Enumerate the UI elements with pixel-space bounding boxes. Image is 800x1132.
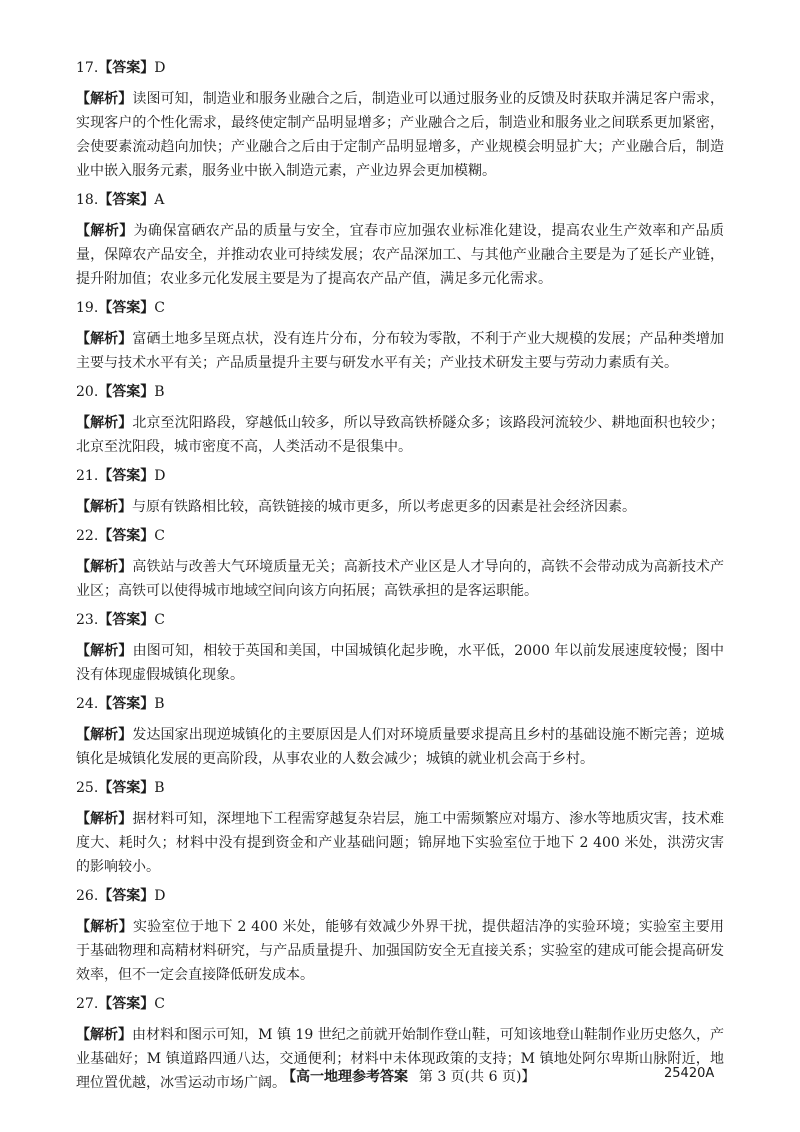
analysis-paragraph xyxy=(76,411,724,459)
answer-item xyxy=(76,190,724,291)
question-number: 22. xyxy=(76,528,99,544)
question-number: 26. xyxy=(76,888,99,904)
analysis-text: 富硒土地多呈斑点状，没有连片分布，分布较为零散，不利于产业大规模的发展；产品种类增加主要与技术水平有关；产品质量提升主要与研发水平有关；产业技术研发主要与劳动力素质有关。 xyxy=(76,331,725,371)
analysis-paragraph xyxy=(76,639,724,687)
answer-list xyxy=(76,58,724,1102)
answer-tag: 【答案】 xyxy=(98,888,155,904)
answer-line xyxy=(76,886,724,906)
analysis-tag: 【解析】 xyxy=(76,643,133,659)
answer-line xyxy=(76,694,724,714)
analysis-text: 高铁站与改善大气环境质量无关；高新技术产业区是人才导向的，高铁不会带动成为高新技术产业区；高铁可以使得城市地域空间向该方向拓展；高铁承担的是客运职能。 xyxy=(76,559,725,599)
analysis-text: 北京至沈阳路段，穿越低山较多，所以导致高铁桥隧众多；该路段河流较少、耕地面积也较少；北京至沈阳段，城市密度不高，人类活动不是很集中。 xyxy=(76,415,725,455)
answer-tag: 【答案】 xyxy=(98,468,155,484)
analysis-tag: 【解析】 xyxy=(76,91,133,107)
analysis-paragraph xyxy=(76,723,724,771)
analysis-paragraph xyxy=(76,87,724,183)
analysis-tag: 【解析】 xyxy=(76,811,133,827)
footer-page-number: 第 3 页(共 6 页)】 xyxy=(418,1069,536,1085)
question-number: 19. xyxy=(76,300,99,316)
analysis-paragraph xyxy=(76,495,724,519)
analysis-text: 为确保富硒农产品的质量与安全，宜春市应加强农业标准化建设，提高农业生产效率和产品质量，保障农产品安全，并推动农业可持续发展；农产品深加工、与其他产业融合主要是为了延长产业链，提升附加值；农业多元化发展主要是为了提高农产品产值，满足多元化需求。 xyxy=(76,223,725,287)
answer-letter: D xyxy=(154,468,166,484)
answer-item xyxy=(76,466,724,519)
analysis-tag: 【解析】 xyxy=(76,331,133,347)
answer-letter: B xyxy=(154,696,165,712)
answer-letter: D xyxy=(154,888,166,904)
answer-line xyxy=(76,298,724,318)
answer-line xyxy=(76,610,724,630)
answer-letter: C xyxy=(154,528,165,544)
answer-letter: C xyxy=(154,612,165,628)
answer-item xyxy=(76,58,724,183)
answer-letter: D xyxy=(154,60,166,76)
question-number: 17. xyxy=(76,60,99,76)
analysis-text: 由图可知，相较于英国和美国，中国城镇化起步晚，水平低，2000 年以前发展速度较慢；图中没有体现虚假城镇化现象。 xyxy=(76,643,725,683)
analysis-text: 发达国家出现逆城镇化的主要原因是人们对环境质量要求提高且乡村的基础设施不断完善；逆城镇化是城镇化发展的更高阶段，从事农业的人数会减少；城镇的就业机会高于乡村。 xyxy=(76,727,725,767)
page-footer xyxy=(0,1066,800,1086)
analysis-tag: 【解析】 xyxy=(76,727,133,743)
answer-tag: 【答案】 xyxy=(98,528,155,544)
question-number: 20. xyxy=(76,384,99,400)
analysis-paragraph xyxy=(76,807,724,879)
analysis-tag: 【解析】 xyxy=(76,415,133,431)
analysis-tag: 【解析】 xyxy=(76,499,132,515)
analysis-paragraph xyxy=(76,327,724,375)
answer-line xyxy=(76,994,724,1014)
answer-letter: B xyxy=(154,780,165,796)
answer-line xyxy=(76,382,724,402)
footer-subject: 【高一地理参考答案 xyxy=(282,1069,408,1085)
answer-letter: A xyxy=(154,192,165,208)
analysis-tag: 【解析】 xyxy=(76,223,134,239)
analysis-paragraph xyxy=(76,219,724,291)
answer-line xyxy=(76,778,724,798)
analysis-tag: 【解析】 xyxy=(76,919,134,935)
footer-code: 25420A xyxy=(664,1066,715,1081)
answer-tag: 【答案】 xyxy=(98,300,155,316)
answer-letter: C xyxy=(154,300,165,316)
question-number: 24. xyxy=(76,696,99,712)
answer-tag: 【答案】 xyxy=(98,384,155,400)
answer-item xyxy=(76,610,724,687)
analysis-paragraph xyxy=(76,915,724,987)
question-number: 23. xyxy=(76,612,99,628)
question-number: 27. xyxy=(76,996,99,1012)
answer-item xyxy=(76,526,724,603)
analysis-text: 据材料可知，深埋地下工程需穿越复杂岩层，施工中需频繁应对塌方、渗水等地质灾害，技术难度大、耗时久；材料中没有提到资金和产业基础问题；锦屏地下实验室位于地下 2 400 米处，洪涝灾害的影响较小。 xyxy=(76,811,725,875)
answer-tag: 【答案】 xyxy=(98,192,155,208)
question-number: 25. xyxy=(76,780,99,796)
answer-tag: 【答案】 xyxy=(98,996,155,1012)
answer-item xyxy=(76,886,724,987)
answer-letter: B xyxy=(154,384,165,400)
answer-line xyxy=(76,58,724,78)
answer-tag: 【答案】 xyxy=(98,60,155,76)
analysis-text: 与原有铁路相比较，高铁链接的城市更多，所以考虑更多的因素是社会经济因素。 xyxy=(132,499,636,515)
analysis-tag: 【解析】 xyxy=(76,1027,133,1043)
answer-item xyxy=(76,298,724,375)
analysis-text: 实验室位于地下 2 400 米处，能够有效减少外界干扰，提供超洁净的实验环境；实验室主要用于基础物理和高精材料研究，与产品质量提升、加强国防安全无直接关系；实验室的建成可能会提高研发效率，但不一定会直接降低研发成本。 xyxy=(76,919,725,983)
answer-item xyxy=(76,694,724,771)
answer-item xyxy=(76,382,724,459)
answer-letter: C xyxy=(154,996,165,1012)
answer-line xyxy=(76,466,724,486)
answer-tag: 【答案】 xyxy=(98,696,155,712)
answer-line xyxy=(76,526,724,546)
answer-item xyxy=(76,778,724,879)
analysis-tag: 【解析】 xyxy=(76,559,133,575)
analysis-paragraph xyxy=(76,555,724,603)
analysis-text: 由材料和图示可知，M 镇 19 世纪之前就开始制作登山鞋，可知该地登山鞋制作业历史悠久，产业基础好；M 镇道路四通八达，交通便利；材料中未体现政策的支持；M 镇地处阿尔卑斯山脉附近，地理位置优越，冰雪运动市场广阔。 xyxy=(76,1027,725,1091)
answer-line xyxy=(76,190,724,210)
answer-tag: 【答案】 xyxy=(98,780,155,796)
footer-title xyxy=(282,1066,535,1086)
question-number: 21. xyxy=(76,468,99,484)
answer-tag: 【答案】 xyxy=(98,612,155,628)
analysis-text: 读图可知，制造业和服务业融合之后，制造业可以通过服务业的反馈及时获取并满足客户需求，实现客户的个性化需求，最终使定制产品明显增多；产业融合之后，制造业和服务业之间联系更加紧密，会使要素流动趋向加快；产业融合之后由于定制产品明显增多，产业规模会明显扩大；产业融合后，制造业中嵌入服务元素，服务业中嵌入制造元素，产业边界会更加模糊。 xyxy=(76,91,725,179)
question-number: 18. xyxy=(76,192,99,208)
